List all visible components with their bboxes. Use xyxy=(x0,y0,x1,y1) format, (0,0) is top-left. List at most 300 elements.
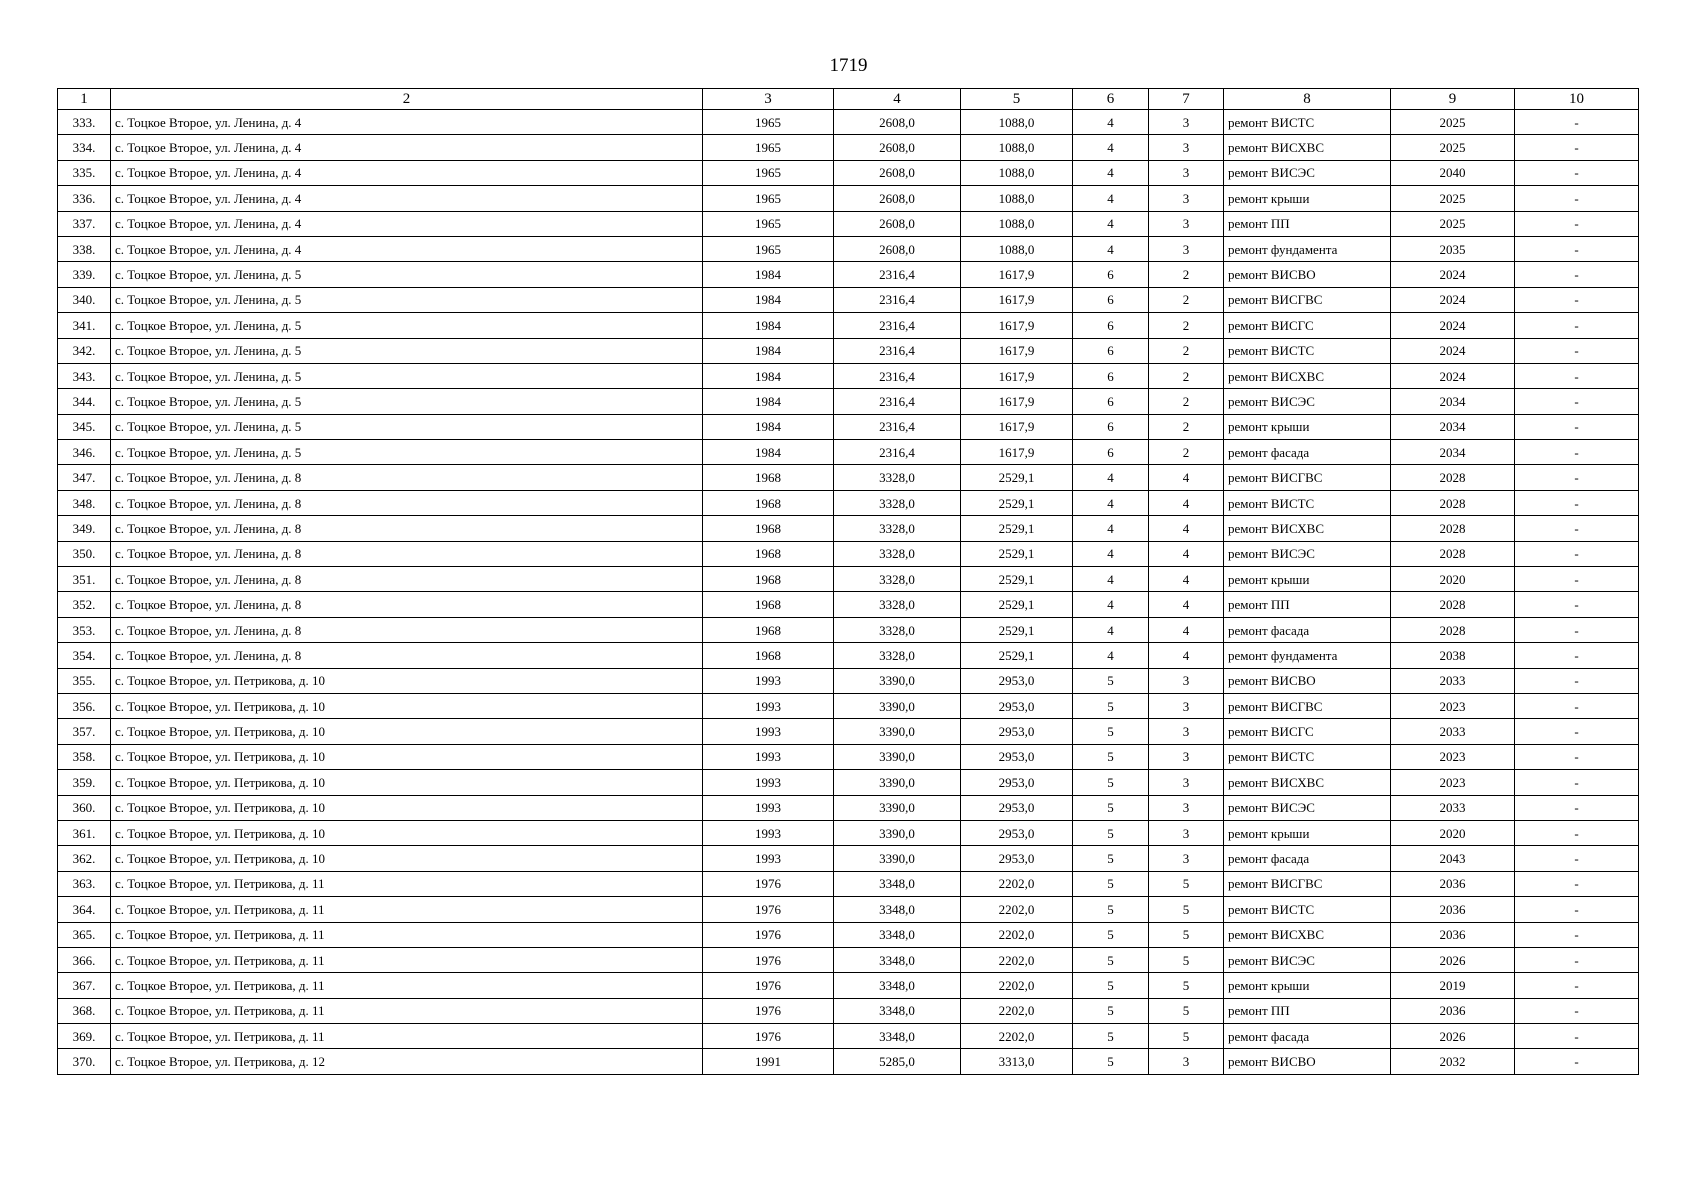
cell-address: с. Тоцкое Второе, ул. Ленина, д. 5 xyxy=(111,363,703,388)
cell-entrances: 2 xyxy=(1149,313,1224,338)
cell-note: - xyxy=(1515,313,1639,338)
cell-address: с. Тоцкое Второе, ул. Ленина, д. 5 xyxy=(111,414,703,439)
cell-work-type: ремонт ВИСТС xyxy=(1224,490,1391,515)
table-row xyxy=(58,262,1639,287)
cell-note: - xyxy=(1515,998,1639,1023)
cell-row-number: 358. xyxy=(58,744,111,769)
cell-work-type: ремонт ВИСГВС xyxy=(1224,693,1391,718)
table-row xyxy=(58,897,1639,922)
cell-living-area: 2953,0 xyxy=(961,820,1073,845)
cell-row-number: 362. xyxy=(58,846,111,871)
column-header-floors: 6 xyxy=(1073,89,1149,110)
cell-year-built: 1976 xyxy=(703,947,834,972)
cell-year-built: 1991 xyxy=(703,1049,834,1074)
cell-year-built: 1984 xyxy=(703,262,834,287)
cell-row-number: 336. xyxy=(58,186,111,211)
cell-floors: 5 xyxy=(1073,846,1149,871)
cell-entrances: 3 xyxy=(1149,795,1224,820)
cell-address: с. Тоцкое Второе, ул. Ленина, д. 5 xyxy=(111,389,703,414)
cell-year-built: 1993 xyxy=(703,693,834,718)
table-row xyxy=(58,516,1639,541)
cell-work-type: ремонт ПП xyxy=(1224,211,1391,236)
column-header-note: 10 xyxy=(1515,89,1639,110)
table-row xyxy=(58,135,1639,160)
cell-address: с. Тоцкое Второе, ул. Ленина, д. 8 xyxy=(111,592,703,617)
cell-living-area: 2202,0 xyxy=(961,1024,1073,1049)
cell-work-type: ремонт крыши xyxy=(1224,820,1391,845)
cell-entrances: 3 xyxy=(1149,668,1224,693)
cell-floors: 5 xyxy=(1073,973,1149,998)
cell-work-type: ремонт ВИСХВС xyxy=(1224,770,1391,795)
cell-row-number: 363. xyxy=(58,871,111,896)
cell-living-area: 1617,9 xyxy=(961,414,1073,439)
cell-work-type: ремонт ВИСТС xyxy=(1224,338,1391,363)
cell-planned-year: 2028 xyxy=(1391,617,1515,642)
cell-work-type: ремонт ВИСТС xyxy=(1224,744,1391,769)
cell-note: - xyxy=(1515,592,1639,617)
cell-work-type: ремонт ВИСГС xyxy=(1224,313,1391,338)
cell-year-built: 1984 xyxy=(703,440,834,465)
cell-total-area: 2608,0 xyxy=(834,135,961,160)
table-row xyxy=(58,160,1639,185)
table-row xyxy=(58,922,1639,947)
cell-living-area: 1088,0 xyxy=(961,135,1073,160)
cell-row-number: 355. xyxy=(58,668,111,693)
cell-living-area: 2529,1 xyxy=(961,592,1073,617)
cell-living-area: 2953,0 xyxy=(961,795,1073,820)
cell-floors: 5 xyxy=(1073,897,1149,922)
cell-work-type: ремонт крыши xyxy=(1224,414,1391,439)
cell-entrances: 4 xyxy=(1149,567,1224,592)
column-header-row-number: 1 xyxy=(58,89,111,110)
cell-address: с. Тоцкое Второе, ул. Ленина, д. 8 xyxy=(111,490,703,515)
cell-total-area: 3348,0 xyxy=(834,922,961,947)
cell-row-number: 345. xyxy=(58,414,111,439)
cell-floors: 6 xyxy=(1073,262,1149,287)
cell-row-number: 347. xyxy=(58,465,111,490)
cell-floors: 5 xyxy=(1073,693,1149,718)
cell-planned-year: 2024 xyxy=(1391,363,1515,388)
cell-planned-year: 2025 xyxy=(1391,186,1515,211)
cell-row-number: 351. xyxy=(58,567,111,592)
cell-floors: 5 xyxy=(1073,1049,1149,1074)
cell-note: - xyxy=(1515,871,1639,896)
cell-planned-year: 2028 xyxy=(1391,541,1515,566)
column-header-address: 2 xyxy=(111,89,703,110)
cell-row-number: 340. xyxy=(58,287,111,312)
cell-address: с. Тоцкое Второе, ул. Петрикова, д. 10 xyxy=(111,795,703,820)
cell-floors: 5 xyxy=(1073,871,1149,896)
cell-address: с. Тоцкое Второе, ул. Ленина, д. 5 xyxy=(111,338,703,363)
cell-floors: 4 xyxy=(1073,541,1149,566)
cell-note: - xyxy=(1515,110,1639,135)
cell-address: с. Тоцкое Второе, ул. Ленина, д. 4 xyxy=(111,211,703,236)
column-header-total-area: 4 xyxy=(834,89,961,110)
cell-row-number: 369. xyxy=(58,1024,111,1049)
cell-year-built: 1984 xyxy=(703,389,834,414)
cell-planned-year: 2023 xyxy=(1391,770,1515,795)
cell-planned-year: 2033 xyxy=(1391,719,1515,744)
cell-total-area: 3328,0 xyxy=(834,516,961,541)
cell-living-area: 1617,9 xyxy=(961,313,1073,338)
table-row xyxy=(58,744,1639,769)
cell-living-area: 1617,9 xyxy=(961,363,1073,388)
cell-total-area: 2316,4 xyxy=(834,313,961,338)
cell-total-area: 3390,0 xyxy=(834,668,961,693)
cell-floors: 5 xyxy=(1073,1024,1149,1049)
cell-row-number: 365. xyxy=(58,922,111,947)
cell-floors: 6 xyxy=(1073,313,1149,338)
cell-floors: 6 xyxy=(1073,338,1149,363)
cell-row-number: 370. xyxy=(58,1049,111,1074)
cell-year-built: 1984 xyxy=(703,313,834,338)
cell-entrances: 5 xyxy=(1149,922,1224,947)
cell-address: с. Тоцкое Второе, ул. Ленина, д. 4 xyxy=(111,135,703,160)
cell-total-area: 2608,0 xyxy=(834,211,961,236)
cell-entrances: 4 xyxy=(1149,516,1224,541)
table-row xyxy=(58,363,1639,388)
cell-address: с. Тоцкое Второе, ул. Ленина, д. 4 xyxy=(111,236,703,261)
cell-total-area: 3328,0 xyxy=(834,592,961,617)
cell-note: - xyxy=(1515,541,1639,566)
cell-address: с. Тоцкое Второе, ул. Ленина, д. 8 xyxy=(111,643,703,668)
cell-floors: 5 xyxy=(1073,998,1149,1023)
cell-work-type: ремонт ВИСТС xyxy=(1224,110,1391,135)
cell-row-number: 333. xyxy=(58,110,111,135)
cell-entrances: 3 xyxy=(1149,135,1224,160)
cell-floors: 4 xyxy=(1073,592,1149,617)
cell-entrances: 2 xyxy=(1149,262,1224,287)
cell-planned-year: 2019 xyxy=(1391,973,1515,998)
cell-row-number: 368. xyxy=(58,998,111,1023)
cell-year-built: 1993 xyxy=(703,668,834,693)
cell-total-area: 2608,0 xyxy=(834,236,961,261)
table-row xyxy=(58,1049,1639,1074)
table-row xyxy=(58,186,1639,211)
cell-note: - xyxy=(1515,363,1639,388)
cell-floors: 4 xyxy=(1073,617,1149,642)
table-row xyxy=(58,1024,1639,1049)
cell-entrances: 5 xyxy=(1149,1024,1224,1049)
cell-work-type: ремонт крыши xyxy=(1224,973,1391,998)
table-row xyxy=(58,871,1639,896)
cell-address: с. Тоцкое Второе, ул. Петрикова, д. 11 xyxy=(111,947,703,972)
cell-work-type: ремонт крыши xyxy=(1224,567,1391,592)
cell-address: с. Тоцкое Второе, ул. Ленина, д. 8 xyxy=(111,465,703,490)
cell-address: с. Тоцкое Второе, ул. Ленина, д. 8 xyxy=(111,617,703,642)
cell-row-number: 350. xyxy=(58,541,111,566)
cell-living-area: 2529,1 xyxy=(961,541,1073,566)
cell-floors: 5 xyxy=(1073,770,1149,795)
table-row xyxy=(58,795,1639,820)
cell-total-area: 2316,4 xyxy=(834,287,961,312)
cell-work-type: ремонт фасада xyxy=(1224,1024,1391,1049)
cell-planned-year: 2026 xyxy=(1391,1024,1515,1049)
cell-planned-year: 2023 xyxy=(1391,744,1515,769)
cell-note: - xyxy=(1515,490,1639,515)
cell-total-area: 2608,0 xyxy=(834,110,961,135)
cell-planned-year: 2043 xyxy=(1391,846,1515,871)
cell-entrances: 3 xyxy=(1149,770,1224,795)
cell-note: - xyxy=(1515,947,1639,972)
cell-year-built: 1993 xyxy=(703,744,834,769)
cell-planned-year: 2025 xyxy=(1391,135,1515,160)
cell-entrances: 3 xyxy=(1149,160,1224,185)
cell-row-number: 334. xyxy=(58,135,111,160)
table-header-row xyxy=(58,89,1639,110)
cell-year-built: 1984 xyxy=(703,287,834,312)
cell-year-built: 1968 xyxy=(703,490,834,515)
cell-total-area: 2316,4 xyxy=(834,262,961,287)
cell-year-built: 1968 xyxy=(703,643,834,668)
cell-planned-year: 2036 xyxy=(1391,998,1515,1023)
cell-year-built: 1965 xyxy=(703,186,834,211)
cell-living-area: 1088,0 xyxy=(961,211,1073,236)
cell-work-type: ремонт ПП xyxy=(1224,998,1391,1023)
cell-entrances: 3 xyxy=(1149,820,1224,845)
cell-entrances: 4 xyxy=(1149,643,1224,668)
cell-year-built: 1976 xyxy=(703,998,834,1023)
cell-address: с. Тоцкое Второе, ул. Петрикова, д. 11 xyxy=(111,922,703,947)
cell-total-area: 2608,0 xyxy=(834,186,961,211)
cell-row-number: 353. xyxy=(58,617,111,642)
column-header-year-built: 3 xyxy=(703,89,834,110)
cell-floors: 4 xyxy=(1073,643,1149,668)
cell-planned-year: 2036 xyxy=(1391,897,1515,922)
cell-year-built: 1984 xyxy=(703,363,834,388)
cell-planned-year: 2033 xyxy=(1391,795,1515,820)
cell-row-number: 343. xyxy=(58,363,111,388)
cell-floors: 6 xyxy=(1073,287,1149,312)
cell-floors: 4 xyxy=(1073,211,1149,236)
cell-entrances: 3 xyxy=(1149,211,1224,236)
cell-address: с. Тоцкое Второе, ул. Петрикова, д. 10 xyxy=(111,770,703,795)
cell-row-number: 339. xyxy=(58,262,111,287)
cell-note: - xyxy=(1515,567,1639,592)
cell-row-number: 335. xyxy=(58,160,111,185)
cell-planned-year: 2024 xyxy=(1391,338,1515,363)
cell-work-type: ремонт ВИСГВС xyxy=(1224,287,1391,312)
cell-address: с. Тоцкое Второе, ул. Петрикова, д. 10 xyxy=(111,846,703,871)
cell-living-area: 1617,9 xyxy=(961,440,1073,465)
cell-living-area: 2529,1 xyxy=(961,617,1073,642)
table-row xyxy=(58,567,1639,592)
table-row xyxy=(58,643,1639,668)
cell-total-area: 3390,0 xyxy=(834,693,961,718)
cell-note: - xyxy=(1515,516,1639,541)
cell-floors: 4 xyxy=(1073,490,1149,515)
cell-floors: 4 xyxy=(1073,516,1149,541)
cell-living-area: 1617,9 xyxy=(961,389,1073,414)
cell-note: - xyxy=(1515,617,1639,642)
cell-note: - xyxy=(1515,719,1639,744)
cell-note: - xyxy=(1515,693,1639,718)
cell-living-area: 2529,1 xyxy=(961,490,1073,515)
cell-row-number: 352. xyxy=(58,592,111,617)
cell-planned-year: 2028 xyxy=(1391,592,1515,617)
cell-note: - xyxy=(1515,897,1639,922)
cell-note: - xyxy=(1515,287,1639,312)
cell-year-built: 1968 xyxy=(703,541,834,566)
cell-entrances: 5 xyxy=(1149,973,1224,998)
cell-entrances: 2 xyxy=(1149,287,1224,312)
cell-living-area: 2953,0 xyxy=(961,719,1073,744)
cell-total-area: 2316,4 xyxy=(834,440,961,465)
cell-address: с. Тоцкое Второе, ул. Ленина, д. 8 xyxy=(111,516,703,541)
table-row xyxy=(58,693,1639,718)
cell-year-built: 1965 xyxy=(703,110,834,135)
table-row xyxy=(58,313,1639,338)
cell-total-area: 3390,0 xyxy=(834,846,961,871)
cell-planned-year: 2034 xyxy=(1391,389,1515,414)
cell-entrances: 5 xyxy=(1149,998,1224,1023)
cell-total-area: 3390,0 xyxy=(834,744,961,769)
column-header-living-area: 5 xyxy=(961,89,1073,110)
cell-planned-year: 2035 xyxy=(1391,236,1515,261)
cell-entrances: 3 xyxy=(1149,186,1224,211)
cell-note: - xyxy=(1515,820,1639,845)
cell-note: - xyxy=(1515,973,1639,998)
cell-address: с. Тоцкое Второе, ул. Ленина, д. 8 xyxy=(111,567,703,592)
cell-work-type: ремонт ВИСГВС xyxy=(1224,465,1391,490)
cell-total-area: 2316,4 xyxy=(834,414,961,439)
cell-note: - xyxy=(1515,744,1639,769)
cell-total-area: 3390,0 xyxy=(834,719,961,744)
cell-entrances: 2 xyxy=(1149,338,1224,363)
cell-total-area: 2608,0 xyxy=(834,160,961,185)
cell-year-built: 1993 xyxy=(703,846,834,871)
cell-row-number: 342. xyxy=(58,338,111,363)
cell-row-number: 359. xyxy=(58,770,111,795)
cell-address: с. Тоцкое Второе, ул. Ленина, д. 4 xyxy=(111,160,703,185)
cell-note: - xyxy=(1515,795,1639,820)
table-row xyxy=(58,541,1639,566)
cell-living-area: 3313,0 xyxy=(961,1049,1073,1074)
cell-work-type: ремонт ВИСВО xyxy=(1224,1049,1391,1074)
cell-entrances: 5 xyxy=(1149,897,1224,922)
cell-row-number: 341. xyxy=(58,313,111,338)
cell-floors: 5 xyxy=(1073,668,1149,693)
cell-row-number: 348. xyxy=(58,490,111,515)
table-row xyxy=(58,414,1639,439)
table-row xyxy=(58,592,1639,617)
cell-floors: 5 xyxy=(1073,922,1149,947)
cell-planned-year: 2028 xyxy=(1391,516,1515,541)
cell-planned-year: 2032 xyxy=(1391,1049,1515,1074)
cell-floors: 5 xyxy=(1073,719,1149,744)
cell-year-built: 1976 xyxy=(703,871,834,896)
cell-floors: 5 xyxy=(1073,820,1149,845)
cell-planned-year: 2025 xyxy=(1391,211,1515,236)
cell-row-number: 357. xyxy=(58,719,111,744)
cell-living-area: 2953,0 xyxy=(961,693,1073,718)
cell-row-number: 361. xyxy=(58,820,111,845)
cell-year-built: 1984 xyxy=(703,414,834,439)
cell-living-area: 2202,0 xyxy=(961,871,1073,896)
cell-planned-year: 2038 xyxy=(1391,643,1515,668)
cell-floors: 4 xyxy=(1073,236,1149,261)
cell-floors: 5 xyxy=(1073,795,1149,820)
cell-address: с. Тоцкое Второе, ул. Ленина, д. 4 xyxy=(111,186,703,211)
cell-entrances: 3 xyxy=(1149,1049,1224,1074)
cell-note: - xyxy=(1515,465,1639,490)
cell-living-area: 2202,0 xyxy=(961,897,1073,922)
cell-work-type: ремонт фундамента xyxy=(1224,236,1391,261)
cell-row-number: 337. xyxy=(58,211,111,236)
cell-work-type: ремонт ВИСГС xyxy=(1224,719,1391,744)
cell-entrances: 2 xyxy=(1149,440,1224,465)
cell-row-number: 338. xyxy=(58,236,111,261)
cell-note: - xyxy=(1515,262,1639,287)
cell-year-built: 1993 xyxy=(703,820,834,845)
table-row xyxy=(58,211,1639,236)
cell-total-area: 2316,4 xyxy=(834,389,961,414)
cell-floors: 4 xyxy=(1073,160,1149,185)
cell-note: - xyxy=(1515,211,1639,236)
cell-work-type: ремонт фасада xyxy=(1224,846,1391,871)
cell-address: с. Тоцкое Второе, ул. Ленина, д. 8 xyxy=(111,541,703,566)
cell-planned-year: 2020 xyxy=(1391,820,1515,845)
page-number: 1719 xyxy=(829,55,868,76)
cell-living-area: 1617,9 xyxy=(961,262,1073,287)
table-row xyxy=(58,668,1639,693)
cell-entrances: 4 xyxy=(1149,617,1224,642)
cell-planned-year: 2020 xyxy=(1391,567,1515,592)
cell-row-number: 354. xyxy=(58,643,111,668)
cell-note: - xyxy=(1515,440,1639,465)
cell-total-area: 3348,0 xyxy=(834,973,961,998)
cell-living-area: 2202,0 xyxy=(961,947,1073,972)
table-row xyxy=(58,465,1639,490)
cell-note: - xyxy=(1515,389,1639,414)
cell-entrances: 3 xyxy=(1149,846,1224,871)
cell-work-type: ремонт ВИСТС xyxy=(1224,897,1391,922)
cell-entrances: 3 xyxy=(1149,719,1224,744)
cell-work-type: ремонт фасада xyxy=(1224,617,1391,642)
table-row xyxy=(58,820,1639,845)
cell-entrances: 4 xyxy=(1149,490,1224,515)
cell-note: - xyxy=(1515,135,1639,160)
cell-row-number: 346. xyxy=(58,440,111,465)
cell-year-built: 1965 xyxy=(703,211,834,236)
table-row xyxy=(58,846,1639,871)
cell-planned-year: 2026 xyxy=(1391,947,1515,972)
cell-year-built: 1968 xyxy=(703,617,834,642)
cell-living-area: 2202,0 xyxy=(961,998,1073,1023)
cell-planned-year: 2023 xyxy=(1391,693,1515,718)
cell-total-area: 3328,0 xyxy=(834,567,961,592)
cell-living-area: 2953,0 xyxy=(961,668,1073,693)
cell-floors: 4 xyxy=(1073,135,1149,160)
cell-address: с. Тоцкое Второе, ул. Петрикова, д. 10 xyxy=(111,820,703,845)
cell-year-built: 1968 xyxy=(703,465,834,490)
cell-planned-year: 2036 xyxy=(1391,922,1515,947)
table-row xyxy=(58,998,1639,1023)
cell-work-type: ремонт ВИСЭС xyxy=(1224,160,1391,185)
cell-planned-year: 2033 xyxy=(1391,668,1515,693)
cell-work-type: ремонт ВИСГВС xyxy=(1224,871,1391,896)
cell-address: с. Тоцкое Второе, ул. Ленина, д. 4 xyxy=(111,110,703,135)
cell-total-area: 3348,0 xyxy=(834,871,961,896)
cell-total-area: 3328,0 xyxy=(834,490,961,515)
cell-work-type: ремонт ВИСХВС xyxy=(1224,516,1391,541)
table-row xyxy=(58,338,1639,363)
cell-note: - xyxy=(1515,846,1639,871)
cell-entrances: 3 xyxy=(1149,744,1224,769)
cell-year-built: 1965 xyxy=(703,236,834,261)
cell-living-area: 1617,9 xyxy=(961,287,1073,312)
cell-address: с. Тоцкое Второе, ул. Петрикова, д. 11 xyxy=(111,871,703,896)
